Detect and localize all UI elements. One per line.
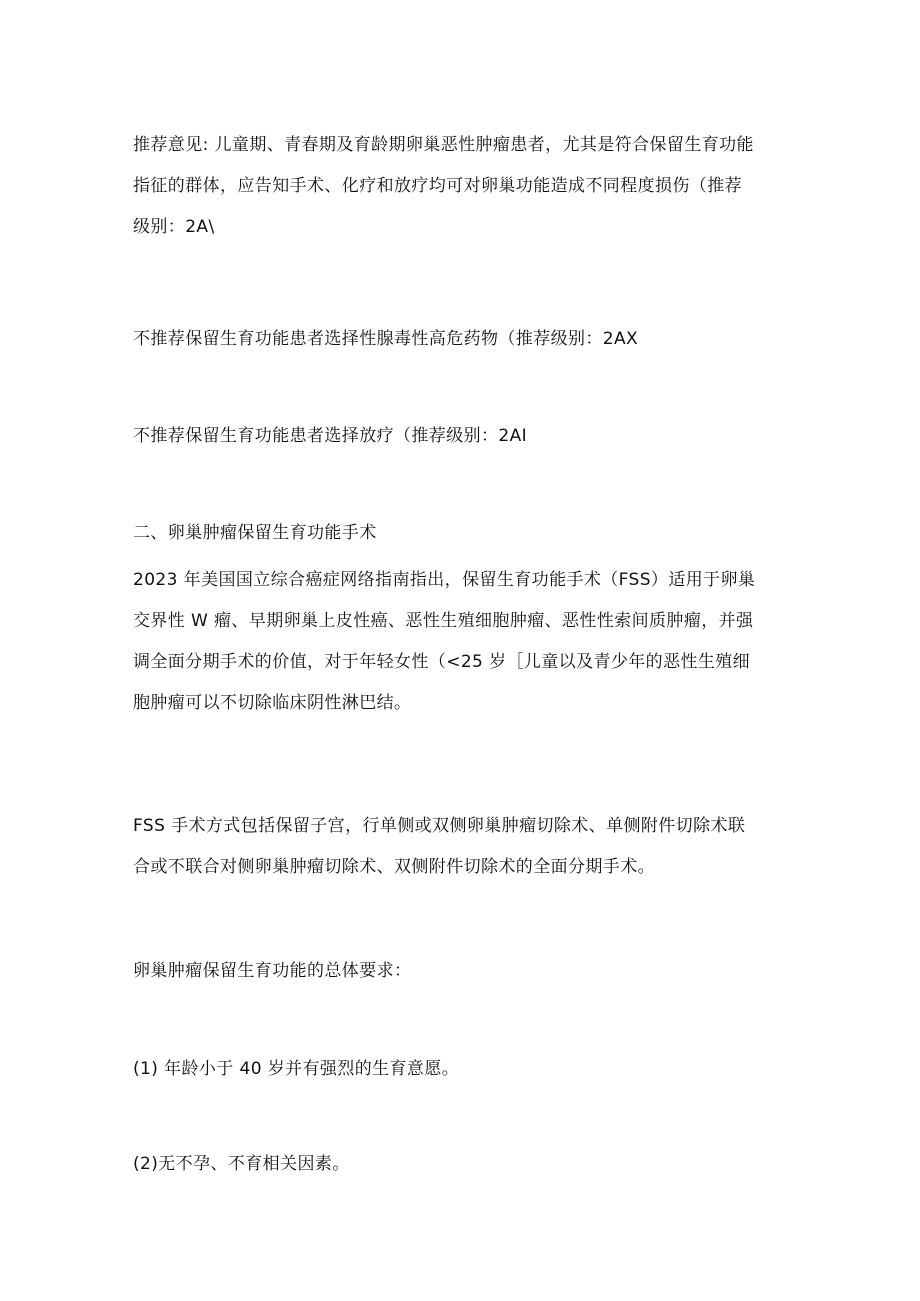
section-heading: [133, 513, 793, 554]
paragraph-not-recommend-gonadotoxic-drugs: [133, 319, 793, 360]
paragraph-nccn-guideline: [133, 560, 793, 724]
text-line: 调全面分期手术的价值，对于年轻女性（<25 岁［儿童以及青少年的恶性生殖细: [133, 652, 751, 672]
text-line: 胞肿瘤可以不切除临床阴性淋巴结。: [133, 693, 412, 713]
paragraph-not-recommend-radiotherapy: [133, 416, 793, 457]
paragraph-recommendation-fertility-damage: [133, 125, 793, 248]
text-line: 推荐意见: 儿童期、青春期及育龄期卵巢恶性肿瘤患者，尤其是符合保留生育功能: [133, 135, 754, 155]
list-item-requirement-1: [133, 1049, 793, 1090]
text-line: FSS 手术方式包括保留子宫，行单侧或双侧卵巢肿瘤切除术、单侧附件切除术联: [133, 816, 746, 836]
text-line: (2)无不孕、不育相关因素。: [133, 1154, 350, 1174]
text-line: 2023 年美国国立综合癌症网络指南指出，保留生育功能手术（FSS）适用于卵巢: [133, 570, 756, 590]
text-line: 不推荐保留生育功能患者选择放疗（推荐级别：2AI: [133, 426, 528, 446]
paragraph-fss-methods: [133, 806, 793, 888]
list-item-requirement-2: [133, 1144, 793, 1185]
text-line: 级别：2A\: [133, 217, 215, 237]
text-line: 卵巢肿瘤保留生育功能的总体要求：: [133, 961, 412, 981]
paragraph-overall-requirements: [133, 951, 793, 992]
text-line: 指征的群体，应告知手术、化疗和放疗均可对卵巢功能造成不同程度损伤（推荐: [133, 176, 742, 196]
text-line: 交界性 W 瘤、早期卵巢上皮性癌、恶性生殖细胞肿瘤、恶性性索间质肿瘤，并强: [133, 611, 754, 631]
text-line: 合或不联合对侧卵巢肿瘤切除术、双侧附件切除术的全面分期手术。: [133, 857, 655, 877]
text-line: 不推荐保留生育功能患者选择性腺毒性高危药物（推荐级别：2AX: [133, 329, 639, 349]
text-line: (1) 年龄小于 40 岁并有强烈的生育意愿。: [133, 1059, 460, 1079]
section-heading-text: 二、卵巢肿瘤保留生育功能手术: [133, 523, 377, 543]
